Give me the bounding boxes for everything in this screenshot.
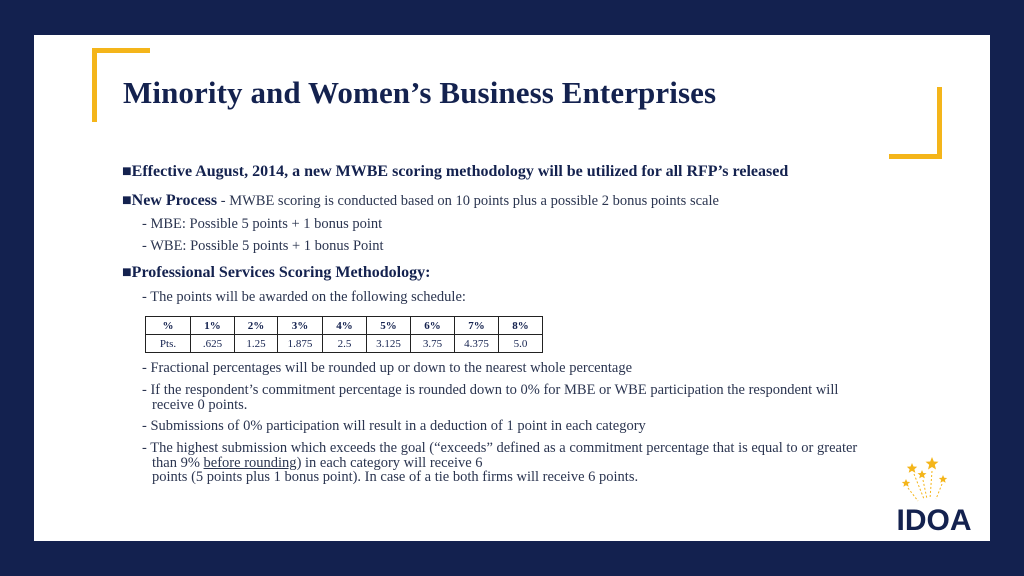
table-cell: 6% — [411, 317, 455, 335]
points-schedule-table — [145, 316, 543, 353]
table-cell: 2.5 — [323, 335, 367, 353]
sub-item-highest-cont-2: points (5 points plus 1 bonus point). In case of a tie both firms will receive 6 points. — [152, 469, 639, 485]
table-cell: Pts. — [146, 335, 191, 353]
sub-item-fractional: - Fractional percentages will be rounded up or down to the nearest whole percentage — [142, 360, 633, 376]
sub-item-rounded-down: - If the respondent’s commitment percentage is rounded down to 0% for MBE or WBE participation the respondent will — [142, 382, 839, 398]
sub-item-highest: - The highest submission which exceeds the goal (“exceeds” defined as a commitment percentage that is equal to or greater — [142, 440, 858, 456]
corner-bracket-top-left — [92, 48, 97, 122]
bullet-professional-services: ■Professional Services Scoring Methodology: — [122, 264, 431, 281]
sub-item-schedule-intro: - The points will be awarded on the following schedule: — [142, 289, 466, 305]
table-cell: 3.125 — [367, 335, 411, 353]
table-cell: 1.875 — [278, 335, 323, 353]
sub-item-highest-cont: than 9% before rounding) in each category will receive 6 — [152, 455, 483, 471]
sparkle-trails — [908, 471, 942, 501]
slide — [34, 35, 990, 541]
table-cell: 4.375 — [455, 335, 499, 353]
corner-bracket-bottom-right-horizontal — [889, 154, 942, 159]
table-cell: 1.25 — [235, 335, 278, 353]
idoa-logo — [884, 455, 984, 535]
bullet-marker: ■ — [122, 163, 132, 180]
slide-title: Minority and Women’s Business Enterprises — [123, 75, 717, 110]
table-cell: % — [146, 317, 191, 335]
table-cell: .625 — [191, 335, 235, 353]
sub-item-wbe: - WBE: Possible 5 points + 1 bonus Point — [142, 238, 384, 254]
table-cell: 8% — [499, 317, 543, 335]
before-rounding-underlined: before rounding — [203, 455, 297, 471]
table-cell: 4% — [323, 317, 367, 335]
table-cell: 3% — [278, 317, 323, 335]
table-cell: 5% — [367, 317, 411, 335]
table-cell: 1% — [191, 317, 235, 335]
star-icon — [902, 457, 947, 487]
table-cell: 2% — [235, 317, 278, 335]
sub-item-mbe: - MBE: Possible 5 points + 1 bonus point — [142, 216, 383, 232]
corner-bracket-bottom-right — [937, 87, 942, 159]
table-cell: 5.0 — [499, 335, 543, 353]
table-header-row — [146, 317, 543, 335]
new-process-label: New Process — [131, 192, 218, 209]
table-cell: 3.75 — [411, 335, 455, 353]
bullet-effective: ■Effective August, 2014, a new MWBE scoring methodology will be utilized for all RFP’s released — [122, 163, 789, 180]
bullet-marker: ■ — [122, 264, 132, 281]
logo-text: IDOA — [896, 504, 972, 535]
table-row — [146, 335, 543, 353]
table-cell: 7% — [455, 317, 499, 335]
bullet-marker: ■ — [122, 192, 132, 209]
corner-bracket-top-left-horizontal — [92, 48, 150, 53]
sub-item-submissions-zero: - Submissions of 0% participation will result in a deduction of 1 point in each category — [142, 418, 646, 434]
bullet-new-process: ■New Process - MWBE scoring is conducted based on 10 points plus a possible 2 bonus points scale — [122, 192, 719, 209]
sub-item-rounded-down-cont: receive 0 points. — [152, 397, 248, 413]
